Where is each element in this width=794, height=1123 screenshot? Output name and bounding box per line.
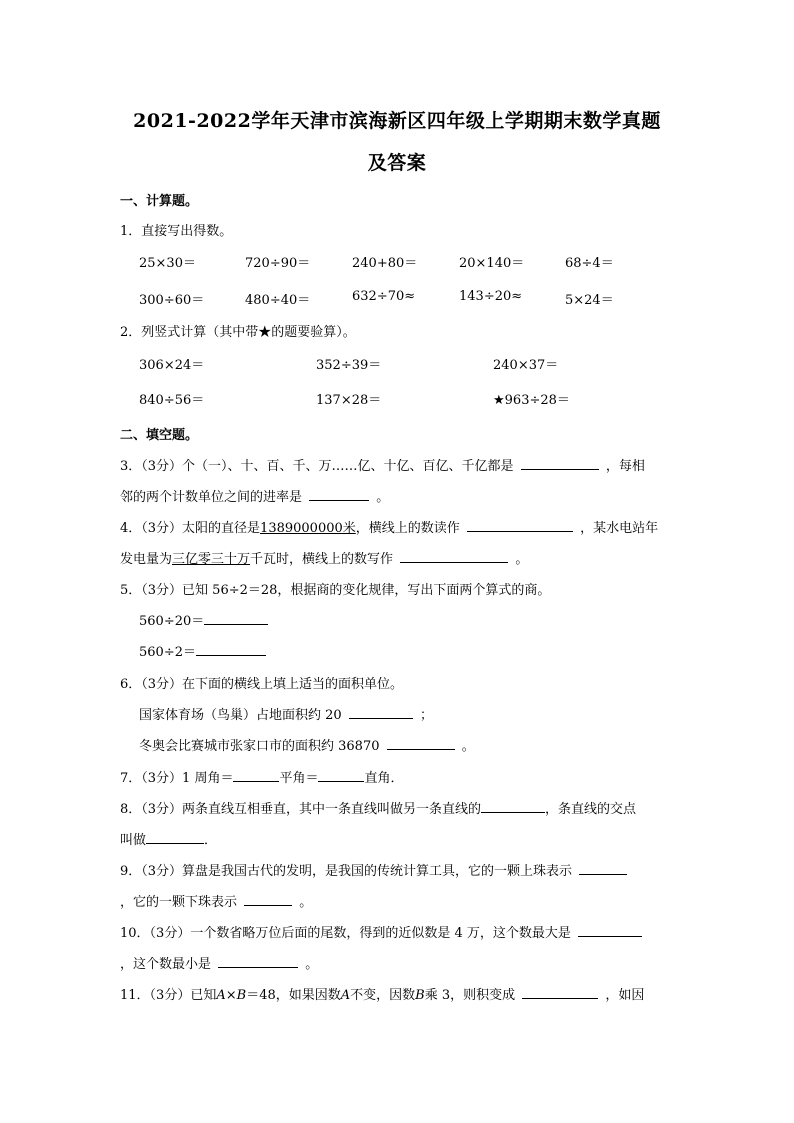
answer-blank[interactable] <box>481 800 545 813</box>
section-heading-calculation: 一、计算题。 <box>120 194 199 209</box>
answer-blank[interactable] <box>579 862 627 875</box>
calc-item: 25×30＝ <box>139 256 196 271</box>
question-text: 。 <box>461 739 475 754</box>
calc-item: 68÷4＝ <box>565 256 614 271</box>
answer-blank[interactable] <box>244 893 292 906</box>
question-text: 。 <box>376 490 390 505</box>
question-text: ； <box>419 708 433 723</box>
question-text: 邻的两个计数单位之间的进率是 <box>120 490 303 505</box>
question-text: 发电量为 <box>120 552 173 567</box>
answer-blank[interactable] <box>400 550 508 563</box>
calc-item: 632÷70≈ <box>352 289 416 304</box>
variable-b: B <box>415 988 425 1003</box>
question-text: ＝48，如果因数 <box>246 988 341 1003</box>
question-text: 7．（3分）1 周角＝ <box>120 771 234 786</box>
question-text: 560÷20＝ <box>139 614 205 629</box>
underlined-number: 1389000000米 <box>260 521 356 536</box>
section-heading-fill-in: 二、填空题。 <box>120 428 199 443</box>
question-text: 3．（3分）个（一）、十、百、千、万……亿、十亿、百亿、千亿都是 <box>120 459 514 474</box>
variable-b: B <box>236 988 247 1003</box>
question-text: 平角＝ <box>279 771 319 786</box>
answer-blank[interactable] <box>467 519 573 532</box>
answer-blank[interactable] <box>309 488 369 501</box>
vertical-calc-item: ★963÷28＝ <box>493 393 570 408</box>
question-3-line-2 <box>120 486 389 505</box>
question-5-line-2 <box>139 610 271 629</box>
question-text: 。 <box>515 552 529 567</box>
vertical-calc-item: 306×24＝ <box>139 358 205 373</box>
question-6-line-2 <box>139 704 433 723</box>
question-text: 不变，因数 <box>350 988 416 1003</box>
question-text: 560÷2＝ <box>139 645 196 660</box>
answer-blank[interactable] <box>521 457 599 470</box>
vertical-calc-item: 137×28＝ <box>316 393 382 408</box>
question-8-line-2 <box>120 829 217 848</box>
question-text: ，它的一颗下珠表示 <box>120 895 238 910</box>
answer-blank[interactable] <box>146 831 204 844</box>
answer-blank[interactable] <box>578 924 642 937</box>
question-text: ，条直线的交点 <box>545 802 637 817</box>
times-sign: × <box>225 988 237 1003</box>
answer-blank[interactable] <box>204 612 268 625</box>
question-9-line-1 <box>120 860 630 879</box>
question-10-line-2 <box>120 953 318 972</box>
question-text: 国家体育场（鸟巢）占地面积约 20 <box>139 708 342 723</box>
question-11-line-1 <box>120 984 644 1003</box>
question-text: 8．（3分）两条直线互相垂直，其中一条直线叫做另一条直线的 <box>120 802 482 817</box>
question-5-line-1: 5．（3分）已知 56÷2＝28，根据商的变化规律，写出下面两个算式的商。 <box>120 583 551 598</box>
question-text: 。 <box>305 957 319 972</box>
question-text: ，这个数最小是 <box>120 957 212 972</box>
question-text: 11．（3分）已知 <box>120 988 217 1003</box>
question-2-label: 2．列竖式计算（其中带★的题要验算）。 <box>120 325 356 340</box>
question-3-line-1 <box>120 455 645 474</box>
underlined-number: 三亿零三十万 <box>172 552 251 567</box>
question-6-line-1: 6．（3分）在下面的横线上填上适当的面积单位。 <box>120 677 404 692</box>
question-text: ． <box>204 833 218 848</box>
question-4-line-2 <box>120 548 528 567</box>
question-text: 千瓦时，横线上的数写作 <box>250 552 394 567</box>
question-text: 乘 3，则积变成 <box>424 988 516 1003</box>
question-text: ，每相 <box>605 459 645 474</box>
question-8-line-1 <box>120 798 636 817</box>
question-4-line-1 <box>120 517 658 536</box>
question-text: 。 <box>299 895 313 910</box>
calc-item: 480÷40＝ <box>245 293 311 308</box>
question-7 <box>120 767 403 786</box>
calc-item: 240+80＝ <box>352 256 418 271</box>
vertical-calc-item: 352÷39＝ <box>316 358 382 373</box>
calc-item: 5×24＝ <box>565 293 614 308</box>
page-title: 2021-2022学年天津市滨海新区四年级上学期期末数学真题 <box>133 110 661 132</box>
question-1-label: 1．直接写出得数。 <box>120 224 233 239</box>
question-text: 冬奥会比赛城市张家口市的面积约 36870 <box>139 739 380 754</box>
calc-item: 720÷90＝ <box>245 256 311 271</box>
answer-blank[interactable] <box>233 769 279 782</box>
vertical-calc-item: 240×37＝ <box>493 358 559 373</box>
question-text: ，横线上的数读作 <box>355 521 460 536</box>
question-text: 9．（3分）算盘是我国古代的发明，是我国的传统计算工具，它的一颗上珠表示 <box>120 864 573 879</box>
question-text: ，某水电站年 <box>580 521 659 536</box>
answer-blank[interactable] <box>196 643 266 656</box>
page-title-continued: 及答案 <box>367 152 427 174</box>
question-text: 叫做 <box>120 833 147 848</box>
vertical-calc-item: 840÷56＝ <box>139 393 205 408</box>
answer-blank[interactable] <box>318 769 364 782</box>
answer-blank[interactable] <box>522 986 598 999</box>
answer-blank[interactable] <box>387 737 455 750</box>
question-6-line-3 <box>139 735 475 754</box>
variable-a: A <box>216 988 226 1003</box>
question-10-line-1 <box>120 922 645 941</box>
question-text: ，如因 <box>605 988 645 1003</box>
calc-item: 300÷60＝ <box>139 293 205 308</box>
question-text: 直角． <box>364 771 404 786</box>
question-5-line-3 <box>139 641 269 660</box>
calc-item: 20×140＝ <box>459 256 525 271</box>
question-9-line-2 <box>120 891 312 910</box>
answer-blank[interactable] <box>349 706 413 719</box>
calc-item: 143÷20≈ <box>459 289 523 304</box>
question-text: 4．（3分）太阳的直径是 <box>120 521 261 536</box>
question-text: 10．（3分）一个数省略万位后面的尾数，得到的近似数是 4 万，这个数最大是 <box>120 926 571 941</box>
variable-a: A <box>340 988 351 1003</box>
answer-blank[interactable] <box>218 955 298 968</box>
